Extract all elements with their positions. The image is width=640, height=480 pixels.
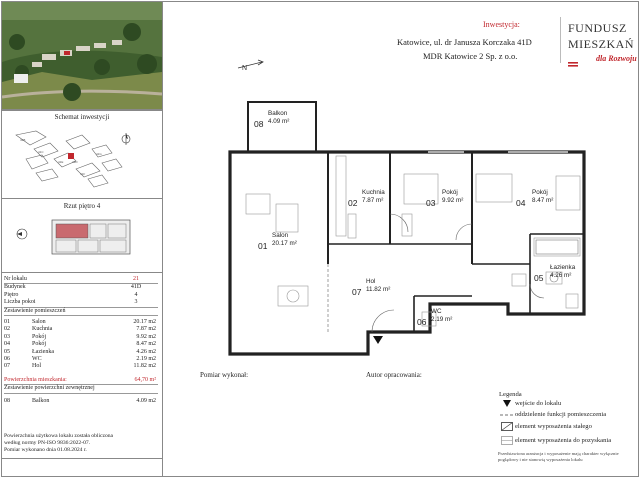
room-label-lazienka xyxy=(534,264,576,286)
room-area: 4.09 m² xyxy=(268,117,290,125)
room-num: 03 xyxy=(4,333,10,340)
logo-text: dla Rozwoju xyxy=(596,54,637,63)
room-number: 06 xyxy=(417,317,427,327)
room-row xyxy=(4,363,158,370)
room-label-balkon xyxy=(254,110,290,132)
svg-text:41D: 41D xyxy=(72,160,78,164)
room-row xyxy=(4,349,158,356)
unit-row xyxy=(4,276,158,284)
svg-text:41E: 41E xyxy=(58,160,64,164)
room-number: 03 xyxy=(426,198,436,208)
note-line: Pomiar wykonano dnia 01.08.2024 r. xyxy=(4,446,87,453)
external-name: Balkon xyxy=(32,397,50,404)
room-row xyxy=(4,319,158,326)
room-name: Pokój xyxy=(32,333,47,340)
room-num: 04 xyxy=(4,341,10,348)
unit-row-value: 3 xyxy=(134,299,138,306)
room-label-pokoj-04 xyxy=(516,189,554,211)
unit-row-label: Piętro xyxy=(4,291,19,298)
room-name: Hol xyxy=(32,363,41,370)
legend-label: element wyposażenia stałego xyxy=(515,423,592,430)
unit-row xyxy=(4,284,158,291)
total-area-row xyxy=(4,377,158,385)
rzut-title: Rzut piętro 4 xyxy=(63,202,101,210)
external-header xyxy=(4,385,158,393)
room-row xyxy=(4,326,158,333)
room-name: Salon xyxy=(32,319,46,326)
external-header-label: Zestawienie powierzchni zewnętrznej xyxy=(4,385,95,392)
divider xyxy=(2,458,162,459)
room-number: 02 xyxy=(348,198,358,208)
room-number: 05 xyxy=(534,273,544,283)
legend-item-optional xyxy=(499,436,611,445)
room-name: Kuchnia xyxy=(32,326,53,333)
room-number: 04 xyxy=(516,198,526,208)
investment-address: Katowice, ul. dr Janusza Korczaka 41D xyxy=(397,37,532,47)
svg-text:41C: 41C xyxy=(38,150,44,154)
svg-text:41G: 41G xyxy=(96,152,102,156)
room-num: 05 xyxy=(4,348,10,355)
room-name: Balkon xyxy=(268,110,288,117)
schemat-title: Schemat inwestycji xyxy=(54,113,110,121)
room-name: Kuchnia xyxy=(362,189,385,196)
room-label-kuchnia xyxy=(348,189,385,211)
external-row xyxy=(4,398,158,405)
room-name: Łazienka xyxy=(32,348,54,355)
room-area: 11.82 m² xyxy=(366,285,391,293)
room-name: Hol xyxy=(366,278,376,285)
total-area-label: Powierzchnia mieszkania: xyxy=(4,376,67,383)
divider xyxy=(2,110,162,111)
note-line: Powierzchnia użytkowa lokalu została obliczona xyxy=(4,433,114,439)
room-row xyxy=(4,334,158,341)
dashed-line-icon xyxy=(499,410,515,419)
rooms-header-label: Zestawienie pomieszczeń xyxy=(4,307,66,314)
rooms-header xyxy=(4,308,158,316)
external-num: 08 xyxy=(4,397,10,404)
unit-row-label: Nr lokalu xyxy=(4,276,27,282)
svg-text:41F: 41F xyxy=(80,172,86,176)
unit-row-value: 4 xyxy=(134,291,138,298)
room-number: 01 xyxy=(258,241,268,251)
disclaimer-line: Przedstawiona aranżacja i wyposażenie mają charakter wyłącznie xyxy=(498,451,619,456)
author-label: Autor opracowania: xyxy=(366,371,422,379)
unit-row xyxy=(4,292,158,299)
unit-info-table xyxy=(4,276,158,405)
legend-title: Legenda xyxy=(499,391,522,398)
room-name: WC xyxy=(431,308,442,315)
room-label-salon xyxy=(258,232,297,254)
room-name: Pokój xyxy=(32,341,47,348)
unit-row xyxy=(4,299,158,307)
room-area: 2.19 m2 xyxy=(136,356,156,363)
room-row xyxy=(4,356,158,363)
logo-text: MIESZKAŃ xyxy=(568,37,634,51)
company-name: MDR Katowice 2 Sp. z o.o. xyxy=(423,51,518,61)
unit-row-label: Budynek xyxy=(4,284,26,291)
external-area: 4.09 m2 xyxy=(136,397,156,404)
room-name: Pokój xyxy=(442,189,458,196)
room-area: 4.26 m² xyxy=(550,271,572,279)
logo-text: FUNDUSZ xyxy=(568,21,627,35)
disclaimer-line: poglądowy i nie stanowią wyposażenia lokalu xyxy=(498,456,583,462)
room-label-hol xyxy=(352,278,391,300)
investment-label: Inwestycja: xyxy=(483,20,520,29)
floor-plan-thumbnail xyxy=(14,214,134,269)
measurement-notes xyxy=(4,433,160,453)
room-num: 01 xyxy=(4,319,10,326)
divider xyxy=(2,272,162,273)
svg-text:41B: 41B xyxy=(20,138,26,142)
site-scheme-map xyxy=(6,123,156,200)
room-num: 02 xyxy=(4,326,10,333)
room-area: 11.82 m2 xyxy=(133,363,156,370)
optional-equipment-icon xyxy=(499,436,515,445)
legend-item-fixed xyxy=(499,422,592,431)
svg-text:N: N xyxy=(242,65,248,72)
room-num: 07 xyxy=(4,363,10,370)
room-label-pokoj-03 xyxy=(426,189,464,211)
room-num: 06 xyxy=(4,356,10,363)
floor-plan xyxy=(168,64,638,384)
room-area: 7.87 m² xyxy=(362,196,384,204)
legend-label: wejście do lokalu xyxy=(515,400,562,407)
room-name: Pokój xyxy=(532,189,548,196)
room-area: 2.19 m² xyxy=(431,315,453,323)
logo-divider xyxy=(560,17,561,63)
entrance-triangle-icon xyxy=(499,399,515,408)
column-divider xyxy=(162,2,163,476)
room-area: 9.92 m2 xyxy=(136,333,156,340)
room-number: 08 xyxy=(254,119,264,129)
unit-row-value: 21 xyxy=(133,276,139,282)
legend-item-entrance xyxy=(499,399,561,408)
disclaimer xyxy=(498,451,636,462)
room-area: 4.26 m2 xyxy=(136,348,156,355)
legend-label: element wyposażenia do pozyskania xyxy=(515,437,612,444)
room-label-wc xyxy=(417,308,453,330)
note-line: według normy PN-ISO 9836:2022-07. xyxy=(4,439,91,446)
room-area: 8.47 m² xyxy=(532,196,554,204)
aerial-photo xyxy=(2,2,162,110)
room-name: Łazienka xyxy=(550,264,576,271)
room-area: 20.17 m2 xyxy=(133,319,156,326)
unit-row-value: 41D xyxy=(130,284,142,291)
legend-item-separation xyxy=(499,410,606,419)
room-area: 8.47 m2 xyxy=(136,341,156,348)
measured-by-label: Pomiar wykonał: xyxy=(200,371,249,379)
room-name: Salon xyxy=(272,232,289,239)
total-area-value: 64,70 m² xyxy=(134,376,156,383)
room-row xyxy=(4,341,158,348)
legend-label: oddzielenie funkcji pomieszczenia xyxy=(515,411,607,418)
fixed-equipment-icon xyxy=(499,422,515,431)
room-name: WC xyxy=(32,356,42,363)
room-area: 20.17 m² xyxy=(272,239,297,247)
room-number: 07 xyxy=(352,287,362,297)
unit-row-label: Liczba pokoi xyxy=(4,299,36,306)
room-area: 9.92 m² xyxy=(442,196,464,204)
room-area: 7.87 m2 xyxy=(136,326,156,333)
